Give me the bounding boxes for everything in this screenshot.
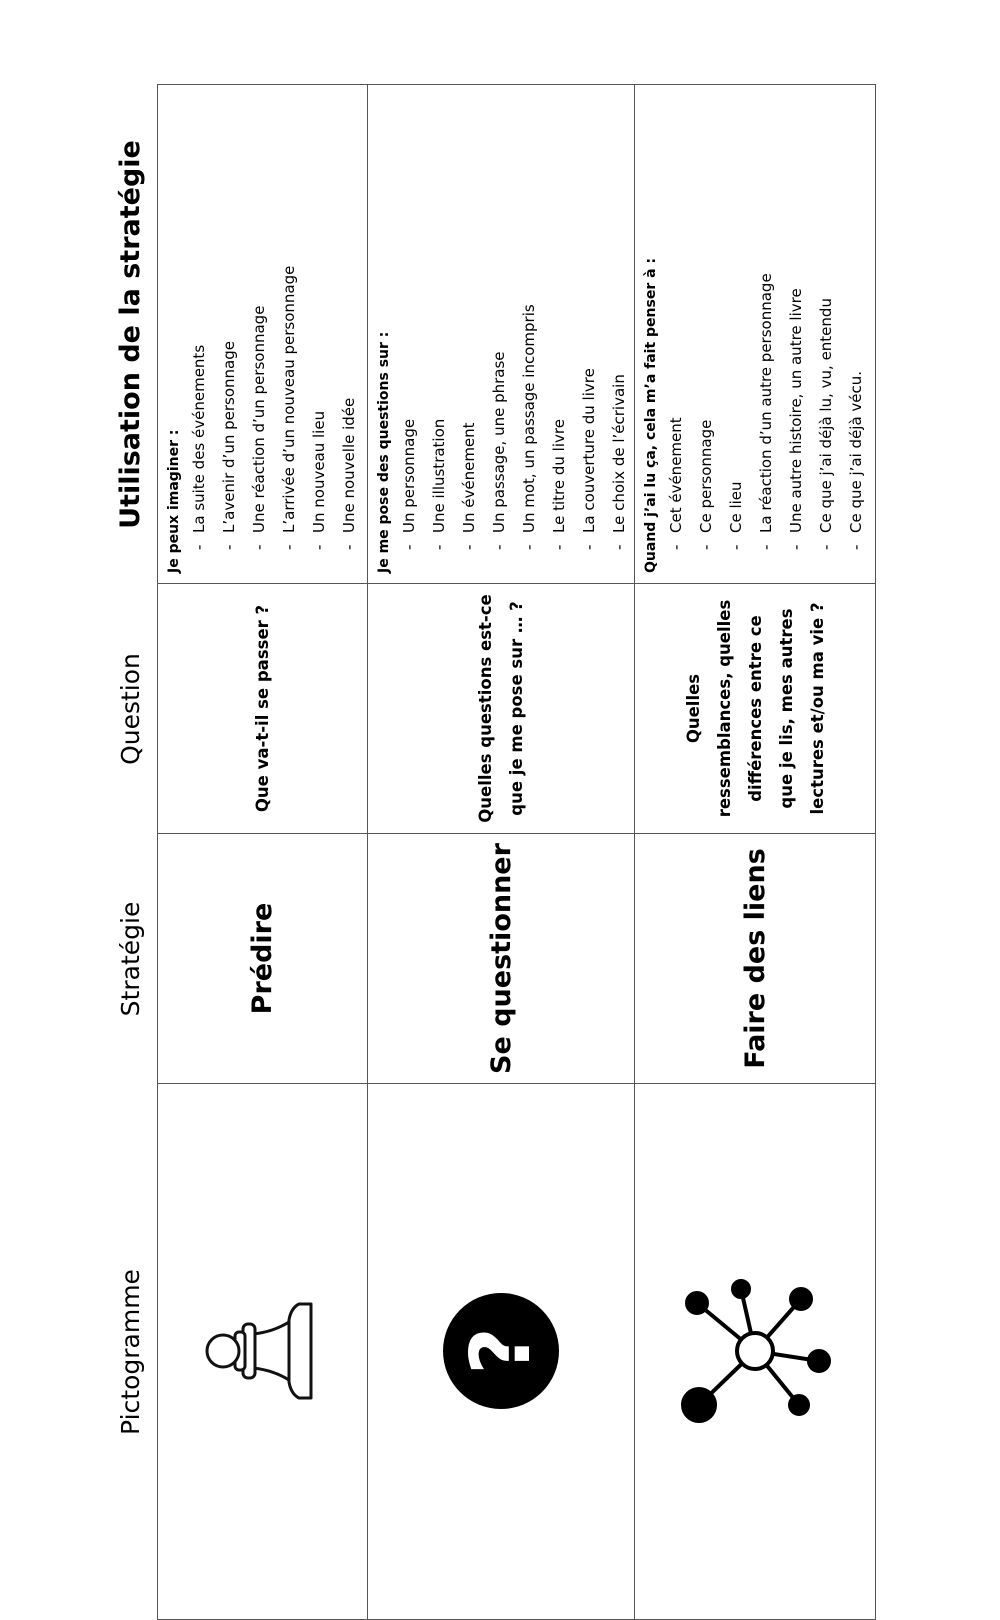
- header-utilisation: Utilisation de la stratégie: [114, 140, 146, 529]
- usage-intro: Je peux imaginer :: [166, 429, 182, 573]
- question-cell: [368, 584, 635, 834]
- usage-list: [184, 85, 364, 573]
- question-line: que je me pose sur … ?: [507, 601, 526, 816]
- list-item: - Ce que j’ai déjà vécu.: [841, 85, 871, 573]
- usage-list: [394, 85, 634, 573]
- question-line: Quelles: [683, 673, 703, 744]
- list-item: - Un mot, un passage incompris: [514, 85, 544, 573]
- question-line: Quelles questions est-ce: [476, 594, 495, 823]
- question-cell: [635, 584, 876, 834]
- list-item: - Ce personnage: [691, 85, 721, 573]
- strategy-cell: Se questionner: [368, 834, 635, 1084]
- list-item: - Un passage, une phrase: [484, 85, 514, 573]
- header-strategie: Stratégie: [115, 901, 145, 1017]
- svg-text:?: ?: [454, 1327, 549, 1376]
- usage-cell: [158, 85, 368, 584]
- list-item: - La suite des événements: [184, 85, 214, 573]
- table-row: [635, 85, 876, 1620]
- list-item: - L’avenir d’un personnage: [214, 85, 244, 573]
- pictogram-cell: [158, 1084, 368, 1620]
- pictogram-cell: [368, 1084, 635, 1620]
- list-item: - Une illustration: [424, 85, 454, 573]
- question-line: lectures et/ou ma vie ?: [807, 602, 827, 815]
- question-circle-icon: [436, 1084, 566, 1619]
- list-item: - Ce que j’ai déjà lu, vu, entendu: [811, 85, 841, 573]
- list-item: - Le choix de l’écrivain: [604, 85, 634, 573]
- usage-cell: [635, 85, 876, 584]
- list-item: - La couverture du livre: [574, 85, 604, 573]
- list-item: - Une autre histoire, un autre livre: [781, 85, 811, 573]
- list-item: - L’arrivée d’un nouveau personnage: [274, 85, 304, 573]
- list-item: - Une réaction d’un personnage: [244, 85, 274, 573]
- question-line: ressemblances, quelles: [714, 599, 734, 818]
- usage-intro: Quand j’ai lu ça, cela m’a fait penser à :: [643, 257, 659, 573]
- usage-cell: [368, 85, 635, 584]
- pawn-icon: [203, 1084, 323, 1619]
- strategy-table-rotated: [114, 85, 875, 1620]
- list-item: - Un personnage: [394, 85, 424, 573]
- header-question: Question: [115, 653, 145, 765]
- usage-list: [661, 85, 871, 573]
- strategy-cell: Prédire: [158, 834, 368, 1084]
- list-item: - Un nouveau lieu: [304, 85, 334, 573]
- list-item: - La réaction d’un autre personnage: [751, 85, 781, 573]
- pictogram-cell: [635, 1084, 876, 1620]
- question-line: que je lis, mes autres: [776, 608, 796, 809]
- list-item: - Cet événement: [661, 85, 691, 573]
- usage-intro: Je me pose des questions sur :: [376, 331, 392, 573]
- table-row: [368, 85, 635, 1620]
- question-cell: Que va-t-il se passer ?: [158, 584, 368, 834]
- network-nodes-icon: [675, 1084, 835, 1619]
- header-pictogramme: Pictogramme: [115, 1269, 145, 1435]
- list-item: - Ce lieu: [721, 85, 751, 573]
- list-item: - Le titre du livre: [544, 85, 574, 573]
- strategy-table: [157, 84, 876, 1620]
- list-item: - Une nouvelle idée: [334, 85, 364, 573]
- strategy-cell: Faire des liens: [635, 834, 876, 1084]
- table-row: [158, 85, 368, 1620]
- list-item: - Un événement: [454, 85, 484, 573]
- question-line: différences entre ce: [745, 615, 765, 802]
